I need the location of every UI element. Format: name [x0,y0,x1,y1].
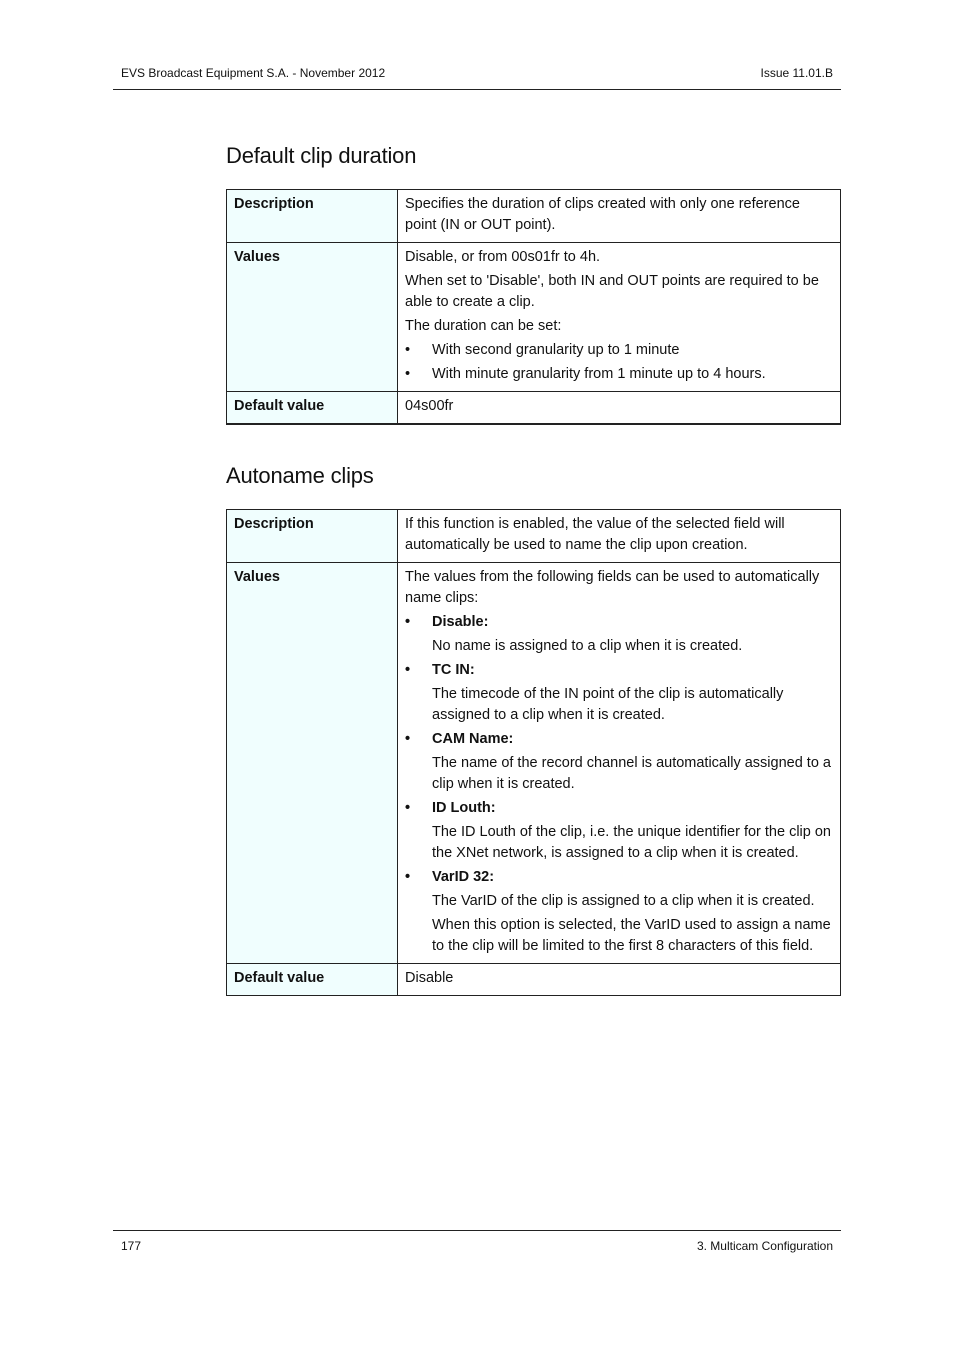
default-value-cell: Disable [398,964,841,996]
row-label: Values [227,243,398,392]
option-item [405,612,833,633]
option-description: The ID Louth of the clip, i.e. the unique identifier for the clip on the XNet network, is assigned to a clip when it is created. [432,824,831,861]
row-label: Default value [227,392,398,425]
table-row [227,964,841,996]
option-note: When this option is selected, the VarID used to assign a name to the clip will be limited to the first 8 characters of this field. [432,917,831,954]
bullet-icon: • [405,342,411,358]
option-item [405,798,833,819]
description-text: If this function is enabled, the value of the selected field will automatically be used to name the clip upon creation. [405,516,785,553]
values-text: When set to 'Disable', both IN and OUT points are required to be able to create a clip. [405,273,819,310]
autoname-clips-table [226,509,841,996]
default-value-cell: 04s00fr [398,392,841,425]
table-row [227,563,841,964]
header-issue: Issue 11.01.B [760,66,833,80]
list-item-text: With second granularity up to 1 minute [432,342,680,358]
table-row [227,510,841,563]
bullet-icon: • [405,800,411,816]
row-label: Description [227,510,398,563]
section-title-autoname-clips: Autoname clips [226,463,374,488]
table-row [227,243,841,392]
bullet-icon: • [405,662,411,678]
bullet-icon: • [405,869,411,885]
values-cell [398,243,841,392]
option-name: ID Louth: [432,800,496,816]
chapter-title: 3. Multicam Configuration [696,1239,833,1253]
option-name: Disable: [432,614,489,630]
values-text: The duration can be set: [405,318,562,334]
description-cell [398,190,841,243]
option-description: The timecode of the IN point of the clip is automatically assigned to a clip when it is created. [432,686,784,723]
table-row [227,190,841,243]
description-cell [398,510,841,563]
option-name: CAM Name: [432,731,514,747]
bullet-icon: • [405,614,411,630]
page-header [113,60,841,90]
page-footer [113,1230,841,1260]
values-text: Disable, or from 00s01fr to 4h. [405,249,601,265]
values-intro: The values from the following fields can be used to automatically name clips: [405,569,820,606]
option-item [405,660,833,681]
row-label: Default value [227,964,398,996]
option-name: VarID 32: [432,869,495,885]
list-item [405,364,833,385]
option-item [405,867,833,888]
option-item [405,729,833,750]
bullet-icon: • [405,731,411,747]
values-bullet-list [405,340,833,385]
option-name: TC IN: [432,662,475,678]
table-row [227,392,841,425]
bullet-icon: • [405,366,411,382]
description-text: Specifies the duration of clips created with only one reference point (IN or OUT point). [405,196,800,233]
page-number: 177 [121,1239,142,1253]
row-label: Description [227,190,398,243]
option-description: No name is assigned to a clip when it is created. [432,638,743,654]
option-description: The name of the record channel is automatically assigned to a clip when it is created. [432,755,831,792]
option-description: The VarID of the clip is assigned to a clip when it is created. [432,893,815,909]
default-clip-duration-table [226,189,841,425]
row-label: Values [227,563,398,964]
values-cell [398,563,841,964]
list-item [405,340,833,361]
section-title-default-clip-duration: Default clip duration [226,143,417,168]
header-publisher: EVS Broadcast Equipment S.A. - November 2012 [121,66,386,80]
list-item-text: With minute granularity from 1 minute up to 4 hours. [432,366,766,382]
